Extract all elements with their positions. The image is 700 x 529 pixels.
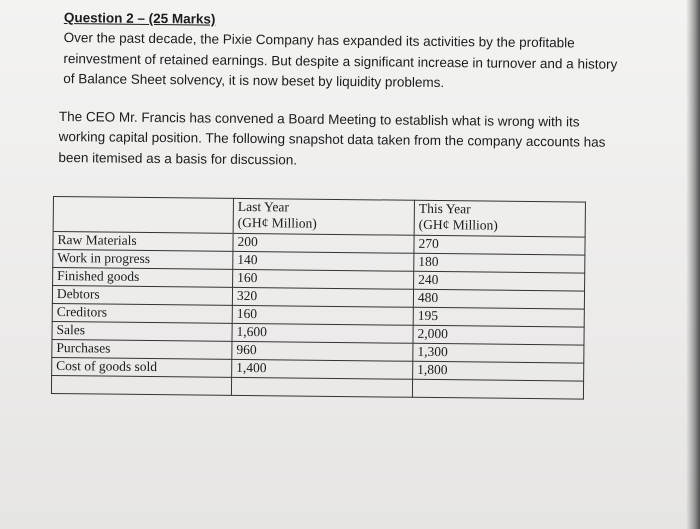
row-label: Creditors (52, 303, 232, 323)
header-this-year (414, 200, 585, 237)
row-this-year: 2,000 (413, 325, 584, 345)
row-last-year: 200 (233, 233, 414, 253)
row-label: Raw Materials (53, 232, 233, 252)
header-last-year-unit: (GH¢ Million) (237, 214, 317, 231)
row-label: Finished goods (53, 268, 233, 288)
row-last-year: 960 (232, 341, 413, 361)
row-label: Sales (52, 321, 232, 341)
row-this-year: 1,800 (413, 361, 584, 381)
row-label: Purchases (52, 339, 232, 359)
row-this-year: 180 (414, 253, 585, 273)
header-last-year-title: Last Year (237, 198, 289, 215)
paragraph-context: Over the past decade, the Pixie Company has expanded its activities by the profitable reinvestment of retained earnings. But despite a significant increase in turnover and a history of Balance Sheet solvency, it is now beset by liquidity problems. (63, 30, 618, 91)
header-this-year-unit: (GH¢ Million) (418, 216, 498, 233)
empty-cell (51, 375, 231, 395)
header-last-year (233, 198, 414, 235)
row-last-year: 320 (232, 287, 413, 307)
row-last-year: 1,600 (232, 323, 413, 343)
row-label: Debtors (52, 286, 232, 306)
row-label: Cost of goods sold (52, 357, 232, 377)
document-text (58, 8, 650, 174)
empty-cell (231, 377, 412, 397)
row-label: Work in progress (53, 250, 233, 270)
question-heading: Question 2 – (25 Marks) (63, 10, 216, 27)
row-last-year: 1,400 (232, 359, 413, 379)
row-this-year: 480 (413, 289, 584, 309)
row-this-year: 240 (414, 271, 585, 291)
paragraph-task: The CEO Mr. Francis has convened a Board Meeting to establish what is wrong with its working capital position. The following snapshot data taken from the company accounts has been itemised as a basis for discussion. (58, 108, 606, 167)
page-edge-shadow (686, 0, 700, 529)
header-this-year-title: This Year (418, 200, 471, 217)
empty-cell (412, 379, 583, 399)
row-last-year: 140 (233, 251, 414, 271)
row-this-year: 270 (414, 235, 585, 255)
table-header-row (53, 197, 585, 238)
accounts-table (51, 196, 586, 400)
row-last-year: 160 (233, 269, 414, 289)
row-this-year: 195 (413, 307, 584, 327)
header-empty-cell (53, 197, 233, 234)
row-last-year: 160 (232, 305, 413, 325)
row-this-year: 1,300 (413, 343, 584, 363)
